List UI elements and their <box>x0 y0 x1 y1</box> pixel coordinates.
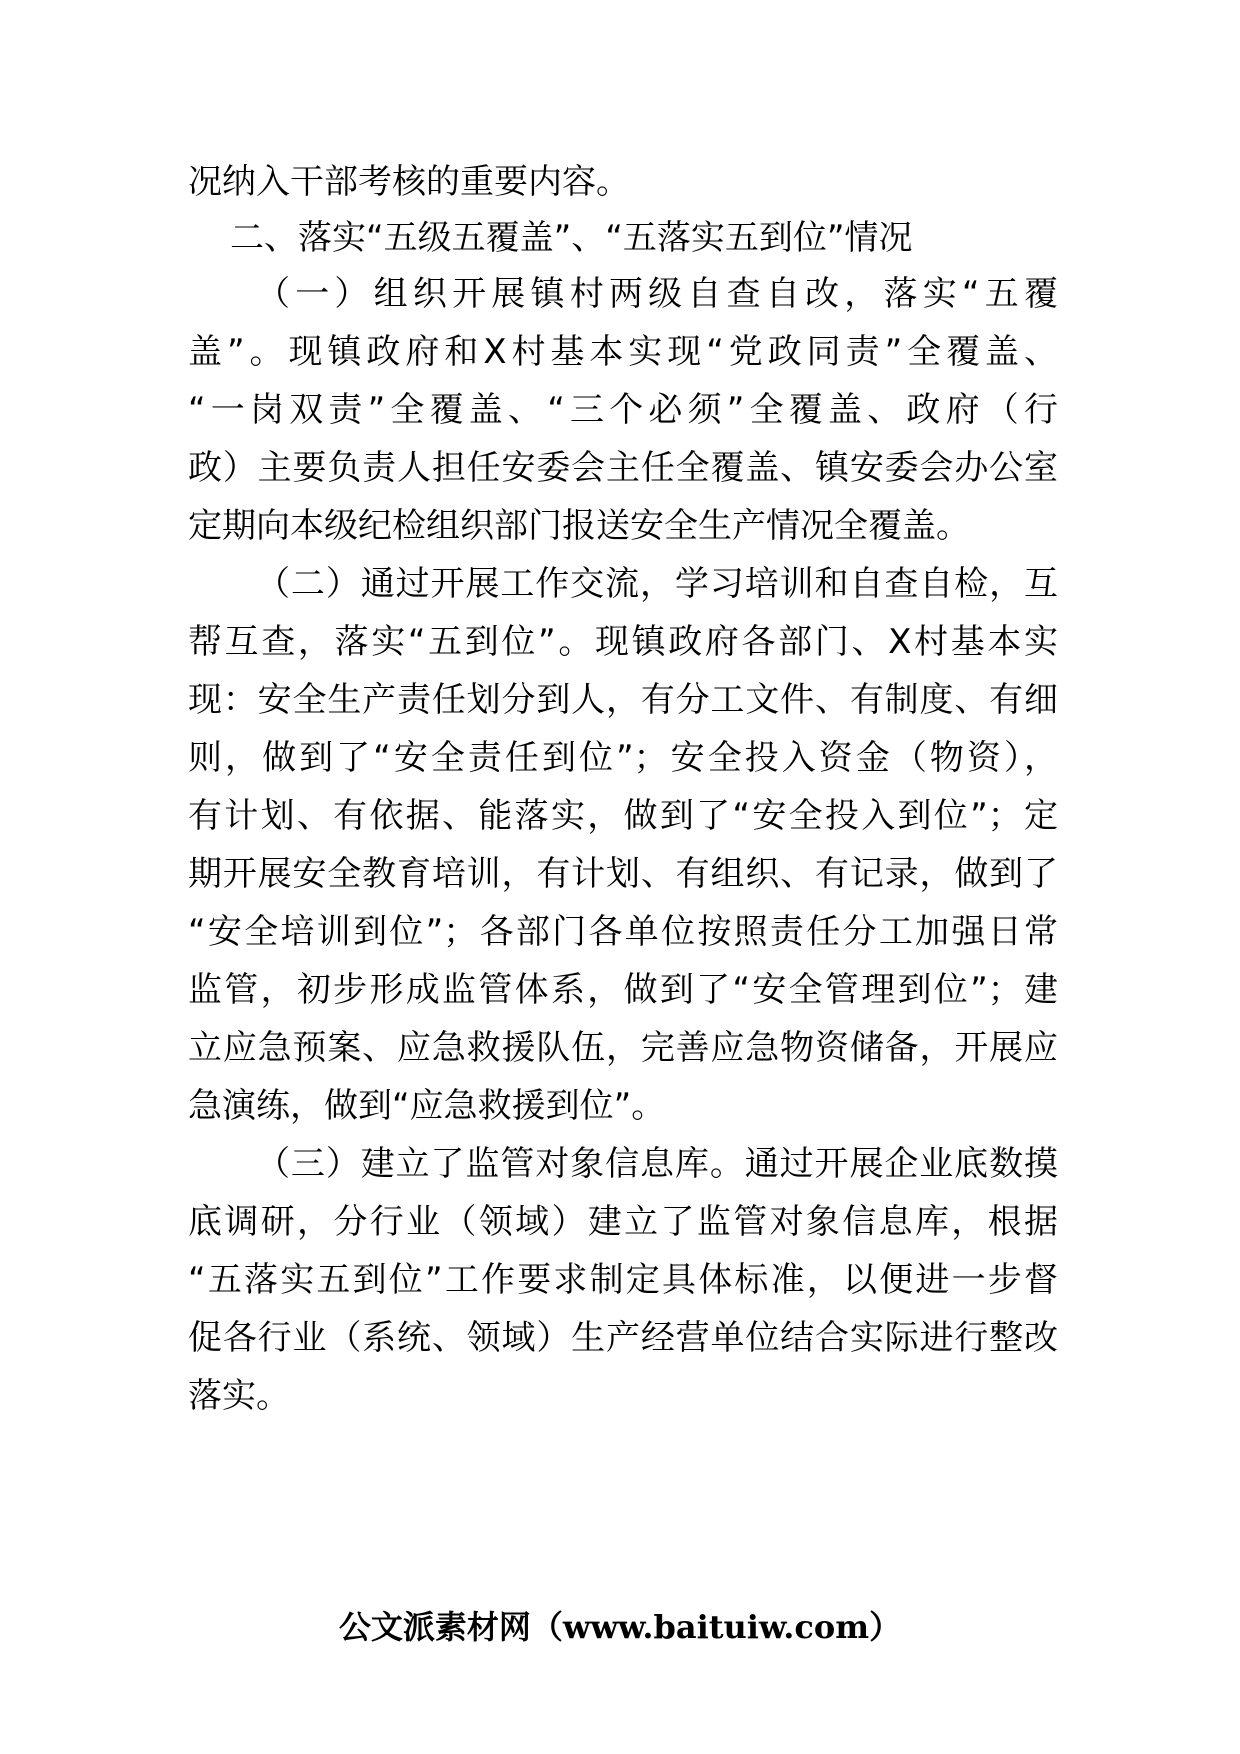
paragraph-line: 则，做到了“安全责任到位”；安全投入资金（物资）， <box>188 738 1058 778</box>
section-heading: 二、落实“五级五覆盖”、“五落实五到位”情况 <box>230 218 913 258</box>
paragraph-line: “五落实五到位”工作要求制定具体标准，以便进一步督 <box>188 1260 1058 1300</box>
paragraph-line: 定期向本级纪检组织部门报送安全生产情况全覆盖。 <box>188 506 970 546</box>
paragraph-line: 况纳入干部考核的重要内容。 <box>188 162 630 202</box>
paragraph-line: 促各行业（系统、领域）生产经营单位结合实际进行整改 <box>188 1318 1058 1358</box>
paragraph-line: 帮互查，落实“五到位”。现镇政府各部门、X村基本实 <box>188 622 1058 662</box>
paragraph-line: 落实。 <box>188 1376 290 1416</box>
paragraph-line: 底调研，分行业（领域）建立了监管对象信息库，根据 <box>188 1202 1058 1242</box>
paragraph-line: 急演练，做到“应急救援到位”。 <box>188 1086 666 1126</box>
paragraph-line: （三）建立了监管对象信息库。通过开展企业底数摸 <box>256 1144 1058 1184</box>
paragraph-line: 盖”。现镇政府和X村基本实现“党政同责”全覆盖、 <box>188 332 1058 372</box>
watermark-footer: 公文派素材网（www.baituiw.com） <box>338 1608 902 1646</box>
paragraph-line: 现：安全生产责任划分到人，有分工文件、有制度、有细 <box>188 680 1058 720</box>
paragraph-line: 政）主要负责人担任安委会主任全覆盖、镇安委会办公室 <box>188 448 1058 488</box>
paragraph-line: （二）通过开展工作交流，学习培训和自查自检，互 <box>256 564 1058 604</box>
paragraph-line: “一岗双责”全覆盖、“三个必须”全覆盖、政府（行 <box>188 390 1058 430</box>
paragraph-line: 监管，初步形成监管体系，做到了“安全管理到位”；建 <box>188 970 1058 1010</box>
paragraph-line: 期开展安全教育培训，有计划、有组织、有记录，做到了 <box>188 854 1058 894</box>
paragraph-line: “安全培训到位”；各部门各单位按照责任分工加强日常 <box>188 912 1058 952</box>
paragraph-line: （一）组织开展镇村两级自查自改，落实“五覆 <box>256 274 1058 314</box>
paragraph-line: 立应急预案、应急救援队伍，完善应急物资储备，开展应 <box>188 1028 1058 1068</box>
paragraph-line: 有计划、有依据、能落实，做到了“安全投入到位”；定 <box>188 796 1058 836</box>
